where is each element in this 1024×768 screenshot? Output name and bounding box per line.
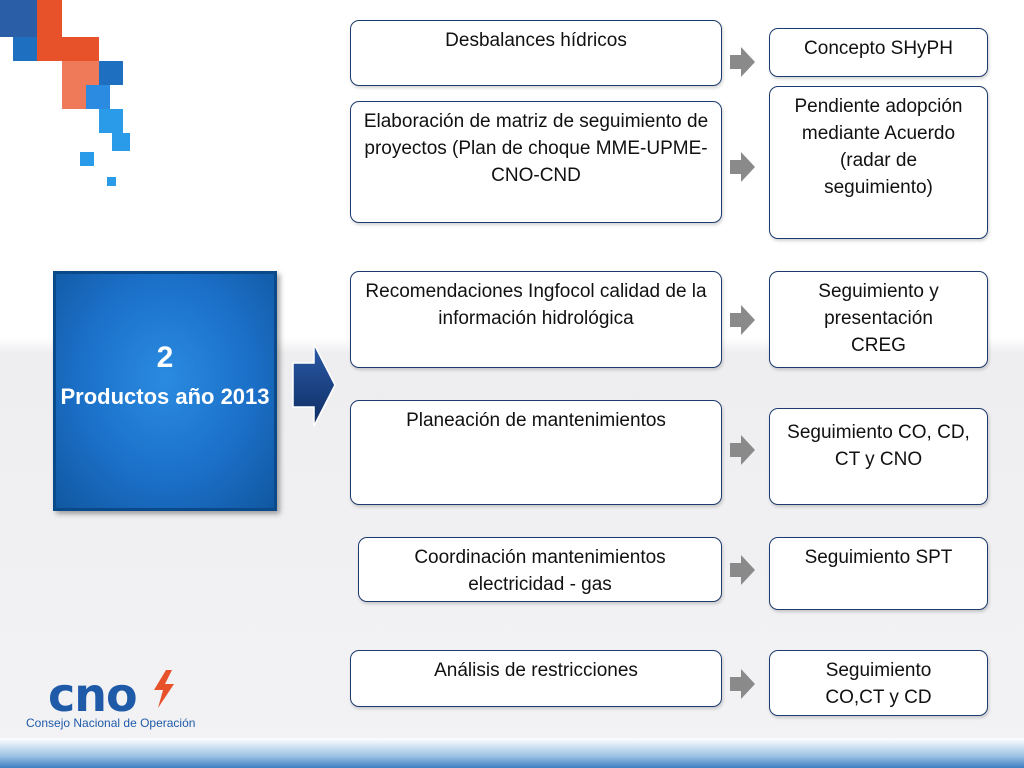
right-arrow-icon: [730, 305, 756, 335]
item-right-text: Concepto SHyPH: [804, 38, 953, 59]
item-right-box: [769, 86, 988, 239]
item-left-text: Recomendaciones Ingfocol calidad de la información hidrológica: [365, 281, 707, 329]
item-right-text: Seguimiento y presentación CREG: [818, 281, 939, 356]
item-left-box: [350, 20, 722, 86]
lightning-bolt-icon: [152, 670, 176, 708]
item-right-box: [769, 28, 988, 77]
item-left-box: [358, 537, 722, 602]
main-label: Productos año 2013: [60, 384, 270, 409]
right-arrow-icon: [730, 47, 756, 77]
item-left-text: Planeación de mantenimientos: [406, 410, 666, 431]
item-left-box: [350, 101, 722, 223]
item-right-box: [769, 271, 988, 368]
right-arrow-icon: [730, 555, 756, 585]
item-right-text: Seguimiento CO,CT y CD: [825, 660, 932, 708]
logo-subtitle: Consejo Nacional de Operación: [26, 716, 196, 730]
item-left-text: Coordinación mantenimientos electricidad - gas: [414, 547, 666, 595]
main-box: [53, 271, 277, 511]
item-left-box: [350, 650, 722, 707]
item-left-box: [350, 400, 722, 505]
item-right-text: Pendiente adopción mediante Acuerdo (radar de seguimiento): [794, 96, 963, 198]
item-right-text: Seguimiento CO, CD, CT y CNO: [787, 422, 970, 470]
item-right-box: [769, 650, 988, 716]
main-number: 2: [156, 341, 174, 374]
item-left-text: Desbalances hídricos: [445, 30, 627, 51]
right-arrow-icon: [730, 669, 756, 699]
right-arrow-icon: [730, 152, 756, 182]
item-left-box: [350, 271, 722, 368]
right-arrow-icon: [730, 435, 756, 465]
item-right-box: [769, 408, 988, 505]
big-right-arrow-icon: [292, 343, 336, 427]
item-right-box: [769, 537, 988, 610]
logo-wordmark: cno: [48, 668, 137, 722]
item-left-text: Análisis de restricciones: [434, 660, 638, 681]
bottom-band: [0, 738, 1024, 768]
item-right-text: Seguimiento SPT: [804, 547, 953, 568]
item-left-text: Elaboración de matriz de seguimiento de proyectos (Plan de choque MME-UPME-CNO-CND: [363, 111, 709, 186]
